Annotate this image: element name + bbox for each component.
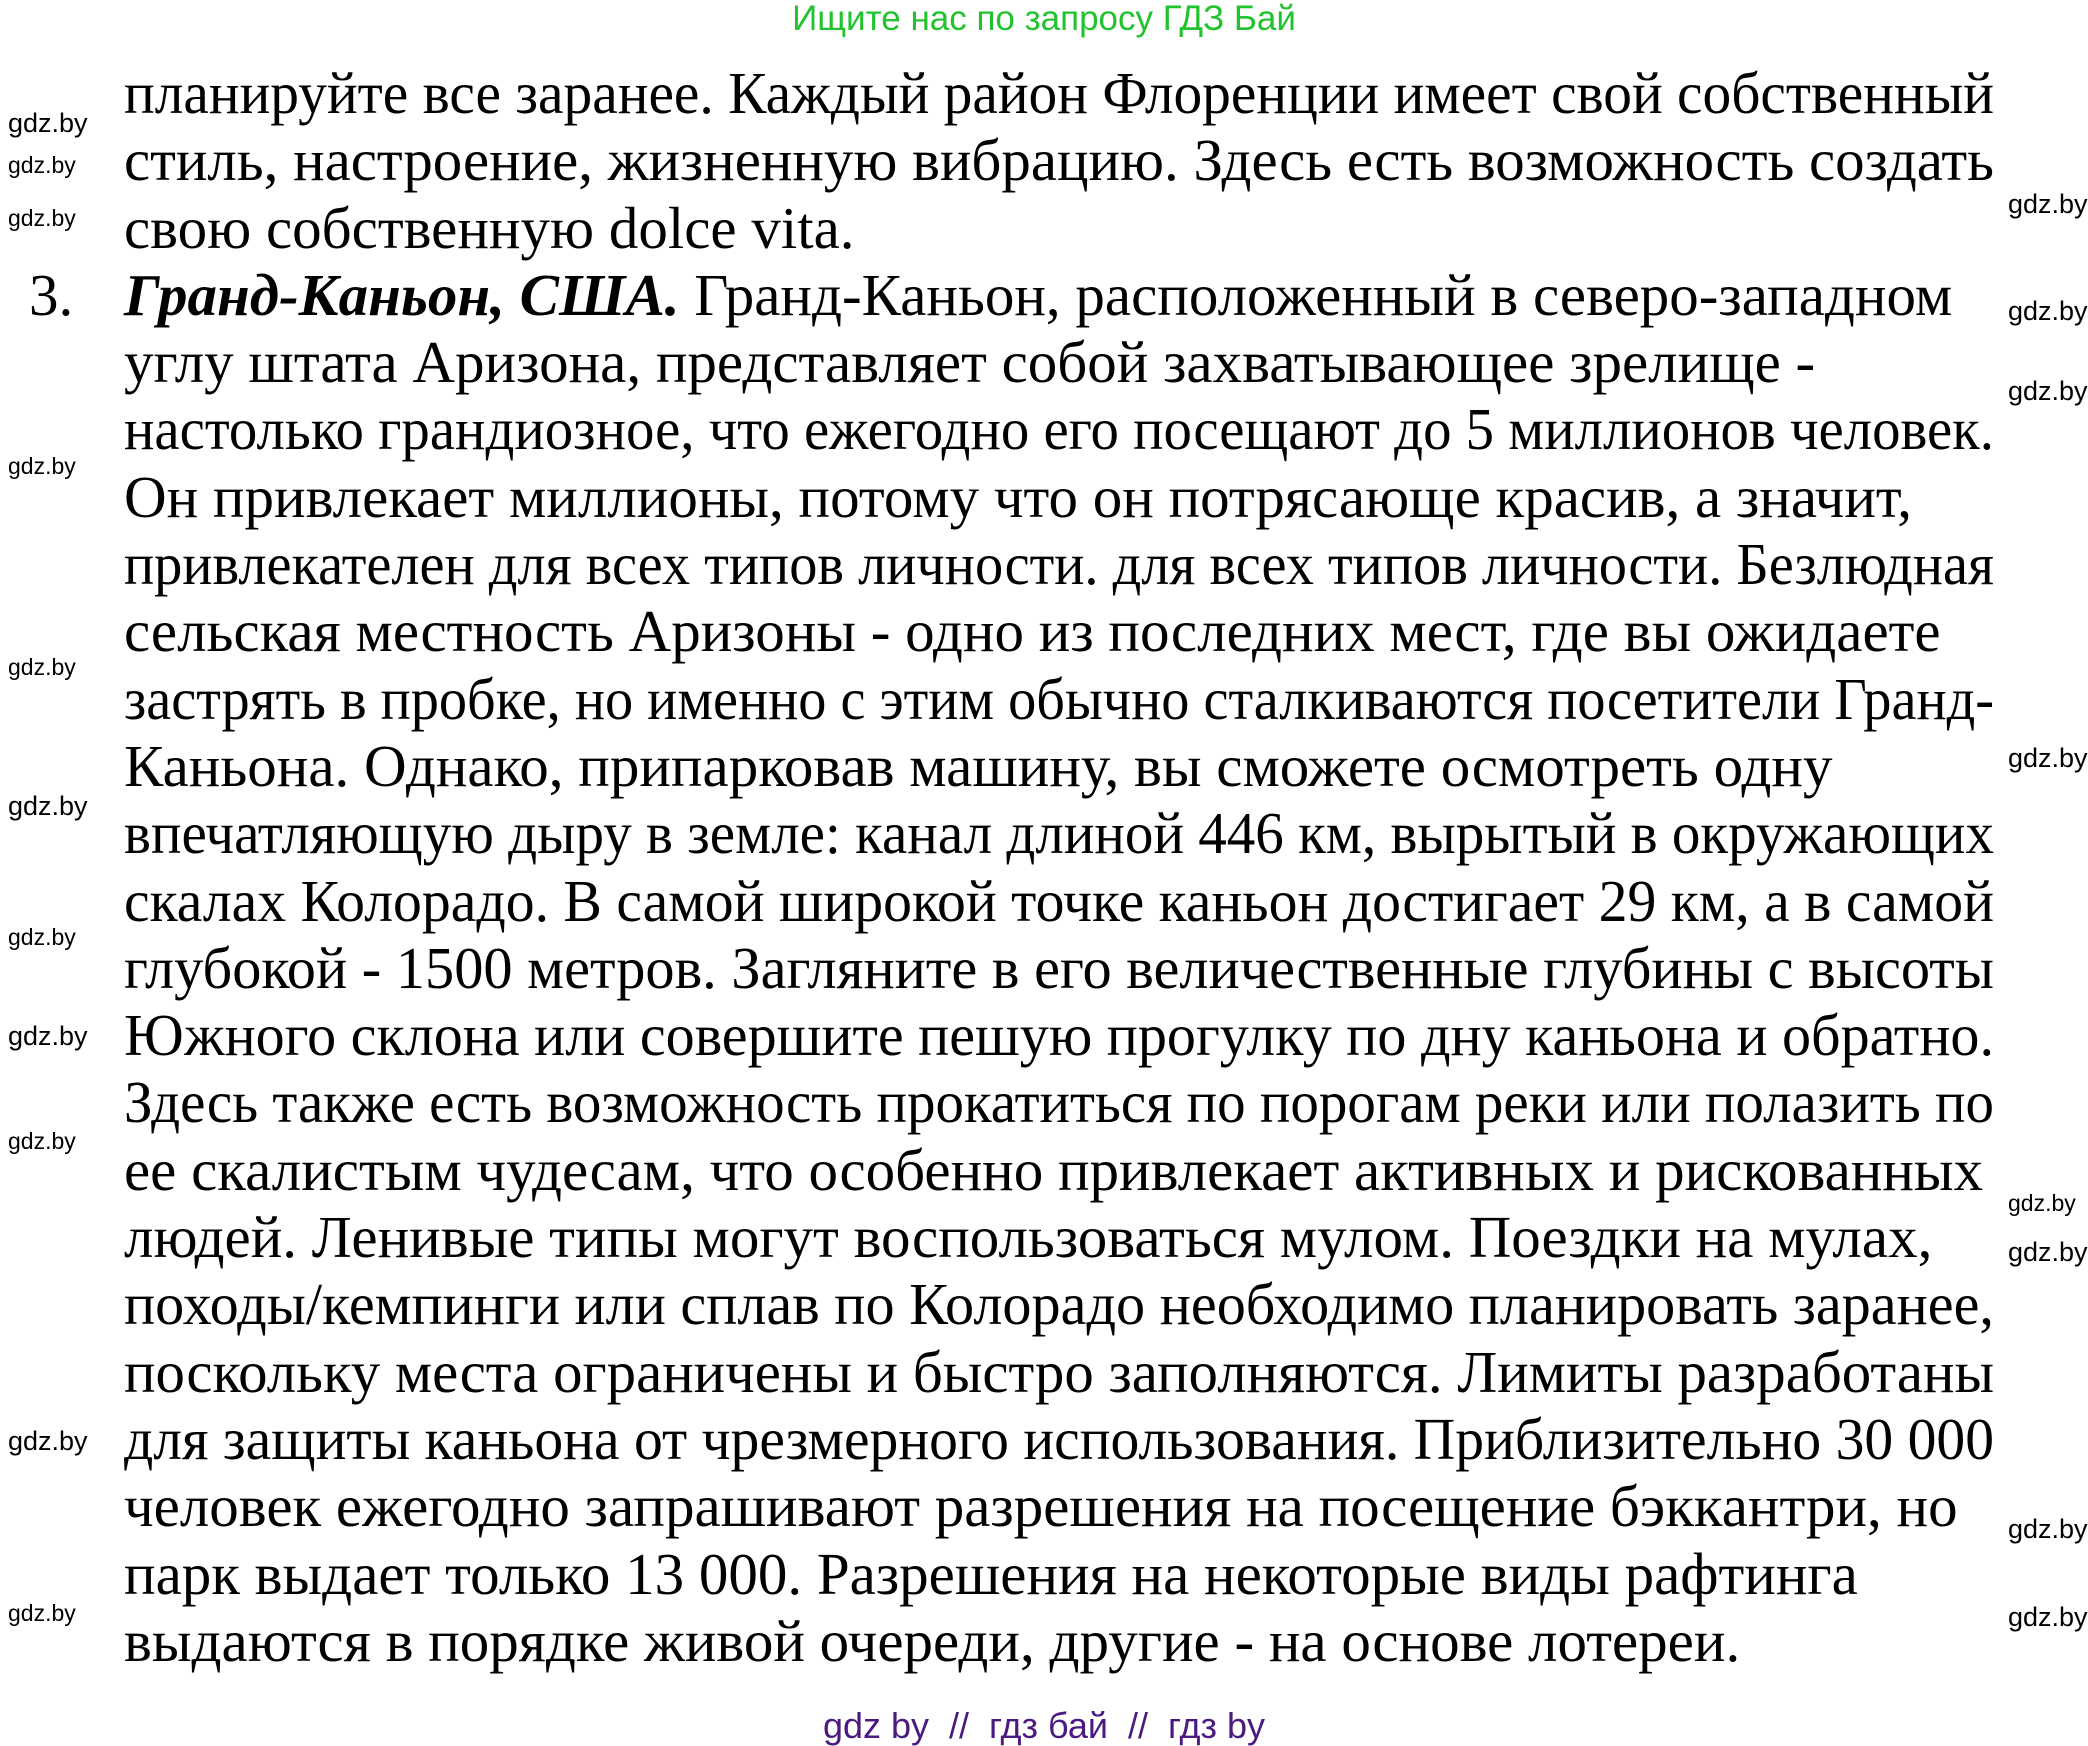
text-line <box>124 127 1999 194</box>
search-hint-header: Ищите нас по запросу ГДЗ Бай <box>792 0 1296 38</box>
text-line <box>124 666 1999 733</box>
text-span: впечатляющую дыру в земле: канал длиной 446 км, вырытый в окружающих <box>124 800 1994 867</box>
text-line <box>124 1137 1999 1204</box>
heading-line <box>124 262 1952 329</box>
item-number: 3. <box>29 262 74 328</box>
text-span: углу штата Аризона, представляет собой захватывающее зрелище - <box>124 329 1816 396</box>
text-line <box>124 1406 1999 1473</box>
text-line <box>124 1271 1999 1338</box>
watermark: gdz.by <box>2008 376 2088 406</box>
text-line <box>124 1002 1999 1069</box>
text-line <box>124 1339 1999 1406</box>
text-line <box>124 329 1999 396</box>
watermark: gdz.by <box>8 152 76 178</box>
footer-links: gdz by // гдз бай // гдз by <box>822 1705 1266 1746</box>
watermark: gdz.by <box>2008 296 2088 326</box>
text-line <box>124 1541 1999 1608</box>
text-span: походы/кемпинги или сплав по Колорадо необходимо планировать заранее, <box>124 1271 1994 1338</box>
text-span: застрять в пробке, но именно с этим обычно сталкиваются посетители Гранд- <box>124 665 1994 732</box>
text-line <box>124 800 1999 867</box>
text-span: человек ежегодно запрашивают разрешения на посещение бэккантри, но <box>124 1473 1958 1540</box>
text-span: ее скалистым чудесам, что особенно привлекает активных и рискованных <box>124 1136 1984 1203</box>
text-line <box>124 531 1999 598</box>
text-span: Каньона. Однако, припарковав машину, вы сможете осмотреть одну <box>124 732 1833 799</box>
text-line <box>124 868 1999 935</box>
text-line <box>124 464 1999 531</box>
text-line <box>124 262 1999 329</box>
text-line <box>124 935 1999 1002</box>
text-line <box>124 1204 1999 1271</box>
watermark: gdz.by <box>8 1021 88 1051</box>
text-span: для защиты каньона от чрезмерного использования. Приблизительно 30 000 <box>124 1405 1994 1472</box>
section-heading: Гранд-Каньон, США. <box>124 261 680 328</box>
watermark: gdz.by <box>2008 743 2088 773</box>
text-span: поскольку места ограничены и быстро заполняются. Лимиты разработаны <box>124 1338 1994 1405</box>
watermark: gdz.by <box>8 924 76 950</box>
text-span: выдаются в порядке живой очереди, другие - на основе лотереи. <box>124 1607 1741 1674</box>
text-line <box>124 1473 1999 1540</box>
text-span: скалах Колорадо. В самой широкой точке каньон достигает 29 км, а в самой <box>124 867 1994 934</box>
watermark: gdz.by <box>8 1600 76 1626</box>
watermark: gdz.by <box>8 453 76 479</box>
text-span: Гранд-Каньон, расположенный в северо-западном <box>679 261 1953 328</box>
watermark: gdz.by <box>8 205 76 231</box>
text-line <box>124 1608 1999 1675</box>
text-span: свою собственную dolce vita. <box>124 194 855 261</box>
text-span: Южного склона или совершите пешую прогулку по дну каньона и обратно. <box>124 1002 1994 1069</box>
watermark: gdz.by <box>8 108 88 138</box>
watermark: gdz.by <box>2008 1237 2088 1267</box>
text-span: привлекателен для всех типов личности. для всех типов личности. Безлюдная <box>124 531 1994 598</box>
text-line <box>124 1069 1999 1136</box>
text-span: настолько грандиозное, что ежегодно его посещают до 5 миллионов человек. <box>124 396 1994 463</box>
text-span: Здесь также есть возможность прокатиться по порогам реки или полазить по <box>124 1069 1994 1136</box>
watermark: gdz.by <box>2008 1602 2088 1632</box>
text-line <box>124 396 1999 463</box>
text-line <box>124 60 1999 127</box>
text-span: сельская местность Аризоны - одно из последних мест, где вы ожидаете <box>124 598 1941 665</box>
watermark: gdz.by <box>8 654 76 680</box>
text-line <box>124 195 1999 262</box>
watermark: gdz.by <box>2008 1190 2076 1216</box>
text-span: людей. Ленивые типы могут воспользоваться мулом. Поездки на мулах, <box>124 1204 1933 1271</box>
watermark: gdz.by <box>8 1128 76 1154</box>
text-span: планируйте все заранее. Каждый район Флоренции имеет свой собственный <box>124 60 1994 126</box>
watermark: gdz.by <box>8 1426 88 1456</box>
watermark: gdz.by <box>2008 1514 2088 1544</box>
text-span: Он привлекает миллионы, потому что он потрясающе красив, а значит, <box>124 463 1913 530</box>
text-line <box>124 598 1999 665</box>
text-span: стиль, настроение, жизненную вибрацию. Здесь есть возможность создать <box>124 127 1994 194</box>
text-span: парк выдает только 13 000. Разрешения на некоторые виды рафтинга <box>124 1540 1858 1607</box>
text-line <box>124 733 1999 800</box>
watermark: gdz.by <box>2008 189 2088 219</box>
watermark: gdz.by <box>8 791 88 821</box>
document-body <box>124 60 1999 1675</box>
text-span: глубокой - 1500 метров. Загляните в его величественные глубины с высоты <box>124 934 1994 1001</box>
